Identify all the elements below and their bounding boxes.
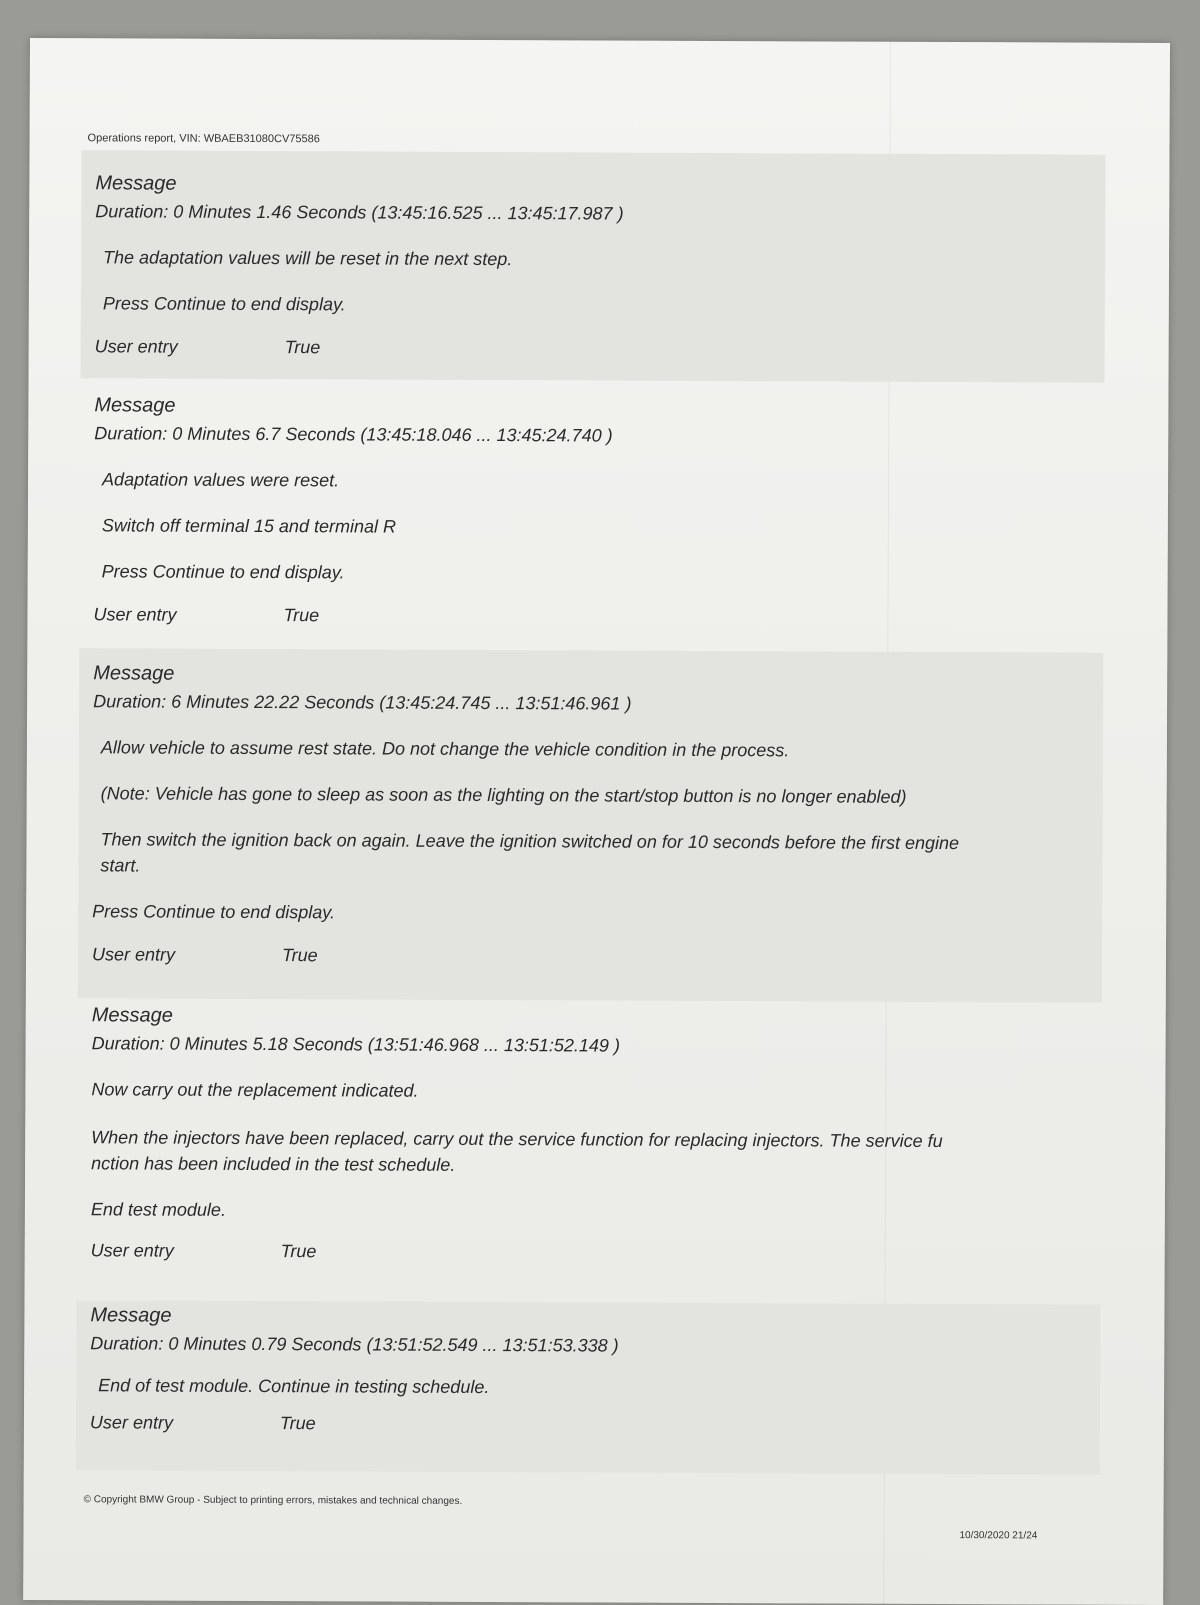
user-entry-label: User entry <box>91 944 176 965</box>
message-line: Press Continue to end display. <box>102 293 346 315</box>
date-page-number: 10/30/2020 21/24 <box>959 1530 1038 1542</box>
message-line: Switch off terminal 15 and terminal R <box>101 515 397 537</box>
user-entry-label: User entry <box>93 604 177 625</box>
message-duration: Duration: 0 Minutes 1.46 Seconds (13:45:16.525 ... 13:45:17.987 ) <box>95 201 624 224</box>
report-header: Operations report, VIN: WBAEB31080CV75586 <box>87 132 320 146</box>
message-line: Now carry out the replacement indicated. <box>91 1079 419 1101</box>
user-entry-value: True <box>281 945 318 966</box>
message-line: start. <box>100 855 141 876</box>
user-entry-row <box>92 944 1102 972</box>
message-title: Message <box>94 394 176 417</box>
message-line: Then switch the ignition back on again. Leave the ignition switched on for 10 seconds before the first engine <box>100 829 960 854</box>
user-entry-row <box>95 336 1105 364</box>
user-entry-label: User entry <box>89 1412 174 1433</box>
user-entry-row <box>90 1412 1100 1440</box>
message-title: Message <box>91 1004 173 1027</box>
report-page <box>23 38 1170 1605</box>
message-line: Allow vehicle to assume rest state. Do not change the vehicle condition in the process. <box>100 737 790 761</box>
user-entry-label: User entry <box>90 1240 174 1261</box>
message-duration: Duration: 0 Minutes 6.7 Seconds (13:45:18.046 ... 13:45:24.740 ) <box>94 423 613 446</box>
message-duration: Duration: 0 Minutes 0.79 Seconds (13:51:52.549 ... 13:51:53.338 ) <box>90 1333 619 1356</box>
copyright-notice: © Copyright BMW Group - Subject to printing errors, mistakes and technical changes. <box>83 1494 463 1507</box>
message-duration: Duration: 0 Minutes 5.18 Seconds (13:51:46.968 ... 13:51:52.149 ) <box>91 1033 621 1056</box>
user-entry-value: True <box>279 1413 316 1434</box>
message-line: Press Continue to end display. <box>92 901 336 923</box>
message-block-3 <box>78 648 1104 1002</box>
message-line: Press Continue to end display. <box>101 561 345 583</box>
message-block-1 <box>81 150 1106 382</box>
message-line: End of test module. Continue in testing schedule. <box>98 1375 490 1398</box>
user-entry-value: True <box>280 1241 317 1262</box>
message-line: When the injectors have been replaced, carry out the service function for replacing injectors. The service fu <box>91 1127 943 1151</box>
message-title: Message <box>90 1304 172 1327</box>
message-line: End test module. <box>90 1199 227 1220</box>
message-duration: Duration: 6 Minutes 22.22 Seconds (13:45:24.745 ... 13:51:46.961 ) <box>93 691 632 714</box>
message-block-4 <box>77 1004 1102 1298</box>
user-entry-row <box>93 604 1103 632</box>
message-line: (Note: Vehicle has gone to sleep as soon as the lighting on the start/stop button is no longer enabled) <box>100 783 907 807</box>
user-entry-value: True <box>283 605 320 626</box>
user-entry-row <box>91 1240 1101 1268</box>
message-block-2 <box>79 388 1104 662</box>
message-line: Adaptation values were reset. <box>102 469 340 491</box>
message-line: The adaptation values will be reset in the next step. <box>103 247 513 270</box>
user-entry-value: True <box>284 337 321 358</box>
user-entry-label: User entry <box>94 336 178 357</box>
message-title: Message <box>93 662 175 685</box>
message-line: nction has been included in the test schedule. <box>91 1153 456 1175</box>
message-block-5 <box>76 1300 1101 1474</box>
message-title: Message <box>95 172 177 195</box>
